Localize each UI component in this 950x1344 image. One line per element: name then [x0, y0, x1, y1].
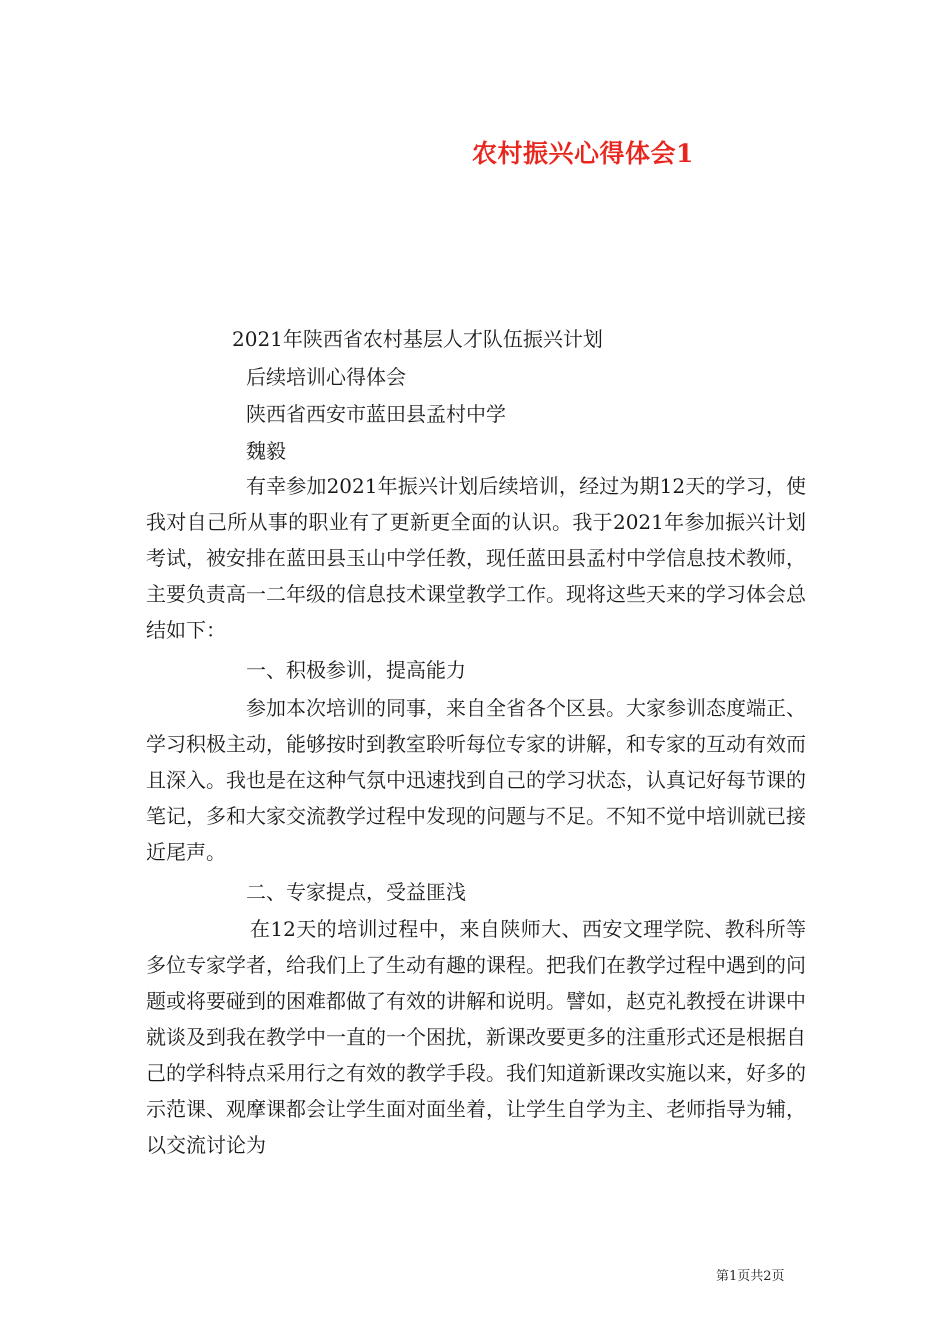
- page-number: 第1页共2页: [716, 1269, 785, 1284]
- author-school: 陕西省西安市蓝田县孟村中学: [246, 402, 506, 426]
- paragraph-section-1: 参加本次培训的同事，来自全省各个区县。大家参训态度端正、学习积极主动，能够按时到教室聆听每位专家的讲解，和专家的互动有效而且深入。我也是在这种气氛中迅速找到自己的学习状态，认真记好每节课的笔记，多和大家交流教学过程中发现的问题与不足。不知不觉中培训就已接近尾声。: [146, 696, 806, 864]
- section-heading-1: 一、积极参训，提高能力: [246, 658, 466, 682]
- subtitle-program: 2021年陕西省农村基层人才队伍振兴计划: [232, 327, 603, 351]
- paragraph-intro: 有幸参加2021年振兴计划后续培训，经过为期12天的学习，使我对自己所从事的职业有了更新更全面的认识。我于2021年参加振兴计划考试，被安排在蓝田县玉山中学任教，现任蓝田县孟村中学信息技术教师，主要负责高一二年级的信息技术课堂教学工作。现将这些天来的学习体会总结如下：: [146, 474, 806, 642]
- author-name: 魏毅: [246, 439, 286, 463]
- document-title: 农村振兴心得体会1: [472, 139, 694, 168]
- paragraph-section-2: 在12天的培训过程中，来自陕师大、西安文理学院、教科所等多位专家学者，给我们上了生动有趣的课程。把我们在教学过程中遇到的问题或将要碰到的困难都做了有效的讲解和说明。譬如，赵克礼教授在讲课中就谈及到我在教学中一直的一个困扰，新课改要更多的注重形式还是根据自己的学科特点采用行之有效的教学手段。我们知道新课改实施以来，好多的示范课、观摩课都会让学生面对面坐着，让学生自学为主、老师指导为辅，以交流讨论为: [146, 917, 806, 1157]
- subtitle-topic: 后续培训心得体会: [246, 365, 406, 389]
- section-heading-2: 二、专家提点，受益匪浅: [246, 880, 466, 904]
